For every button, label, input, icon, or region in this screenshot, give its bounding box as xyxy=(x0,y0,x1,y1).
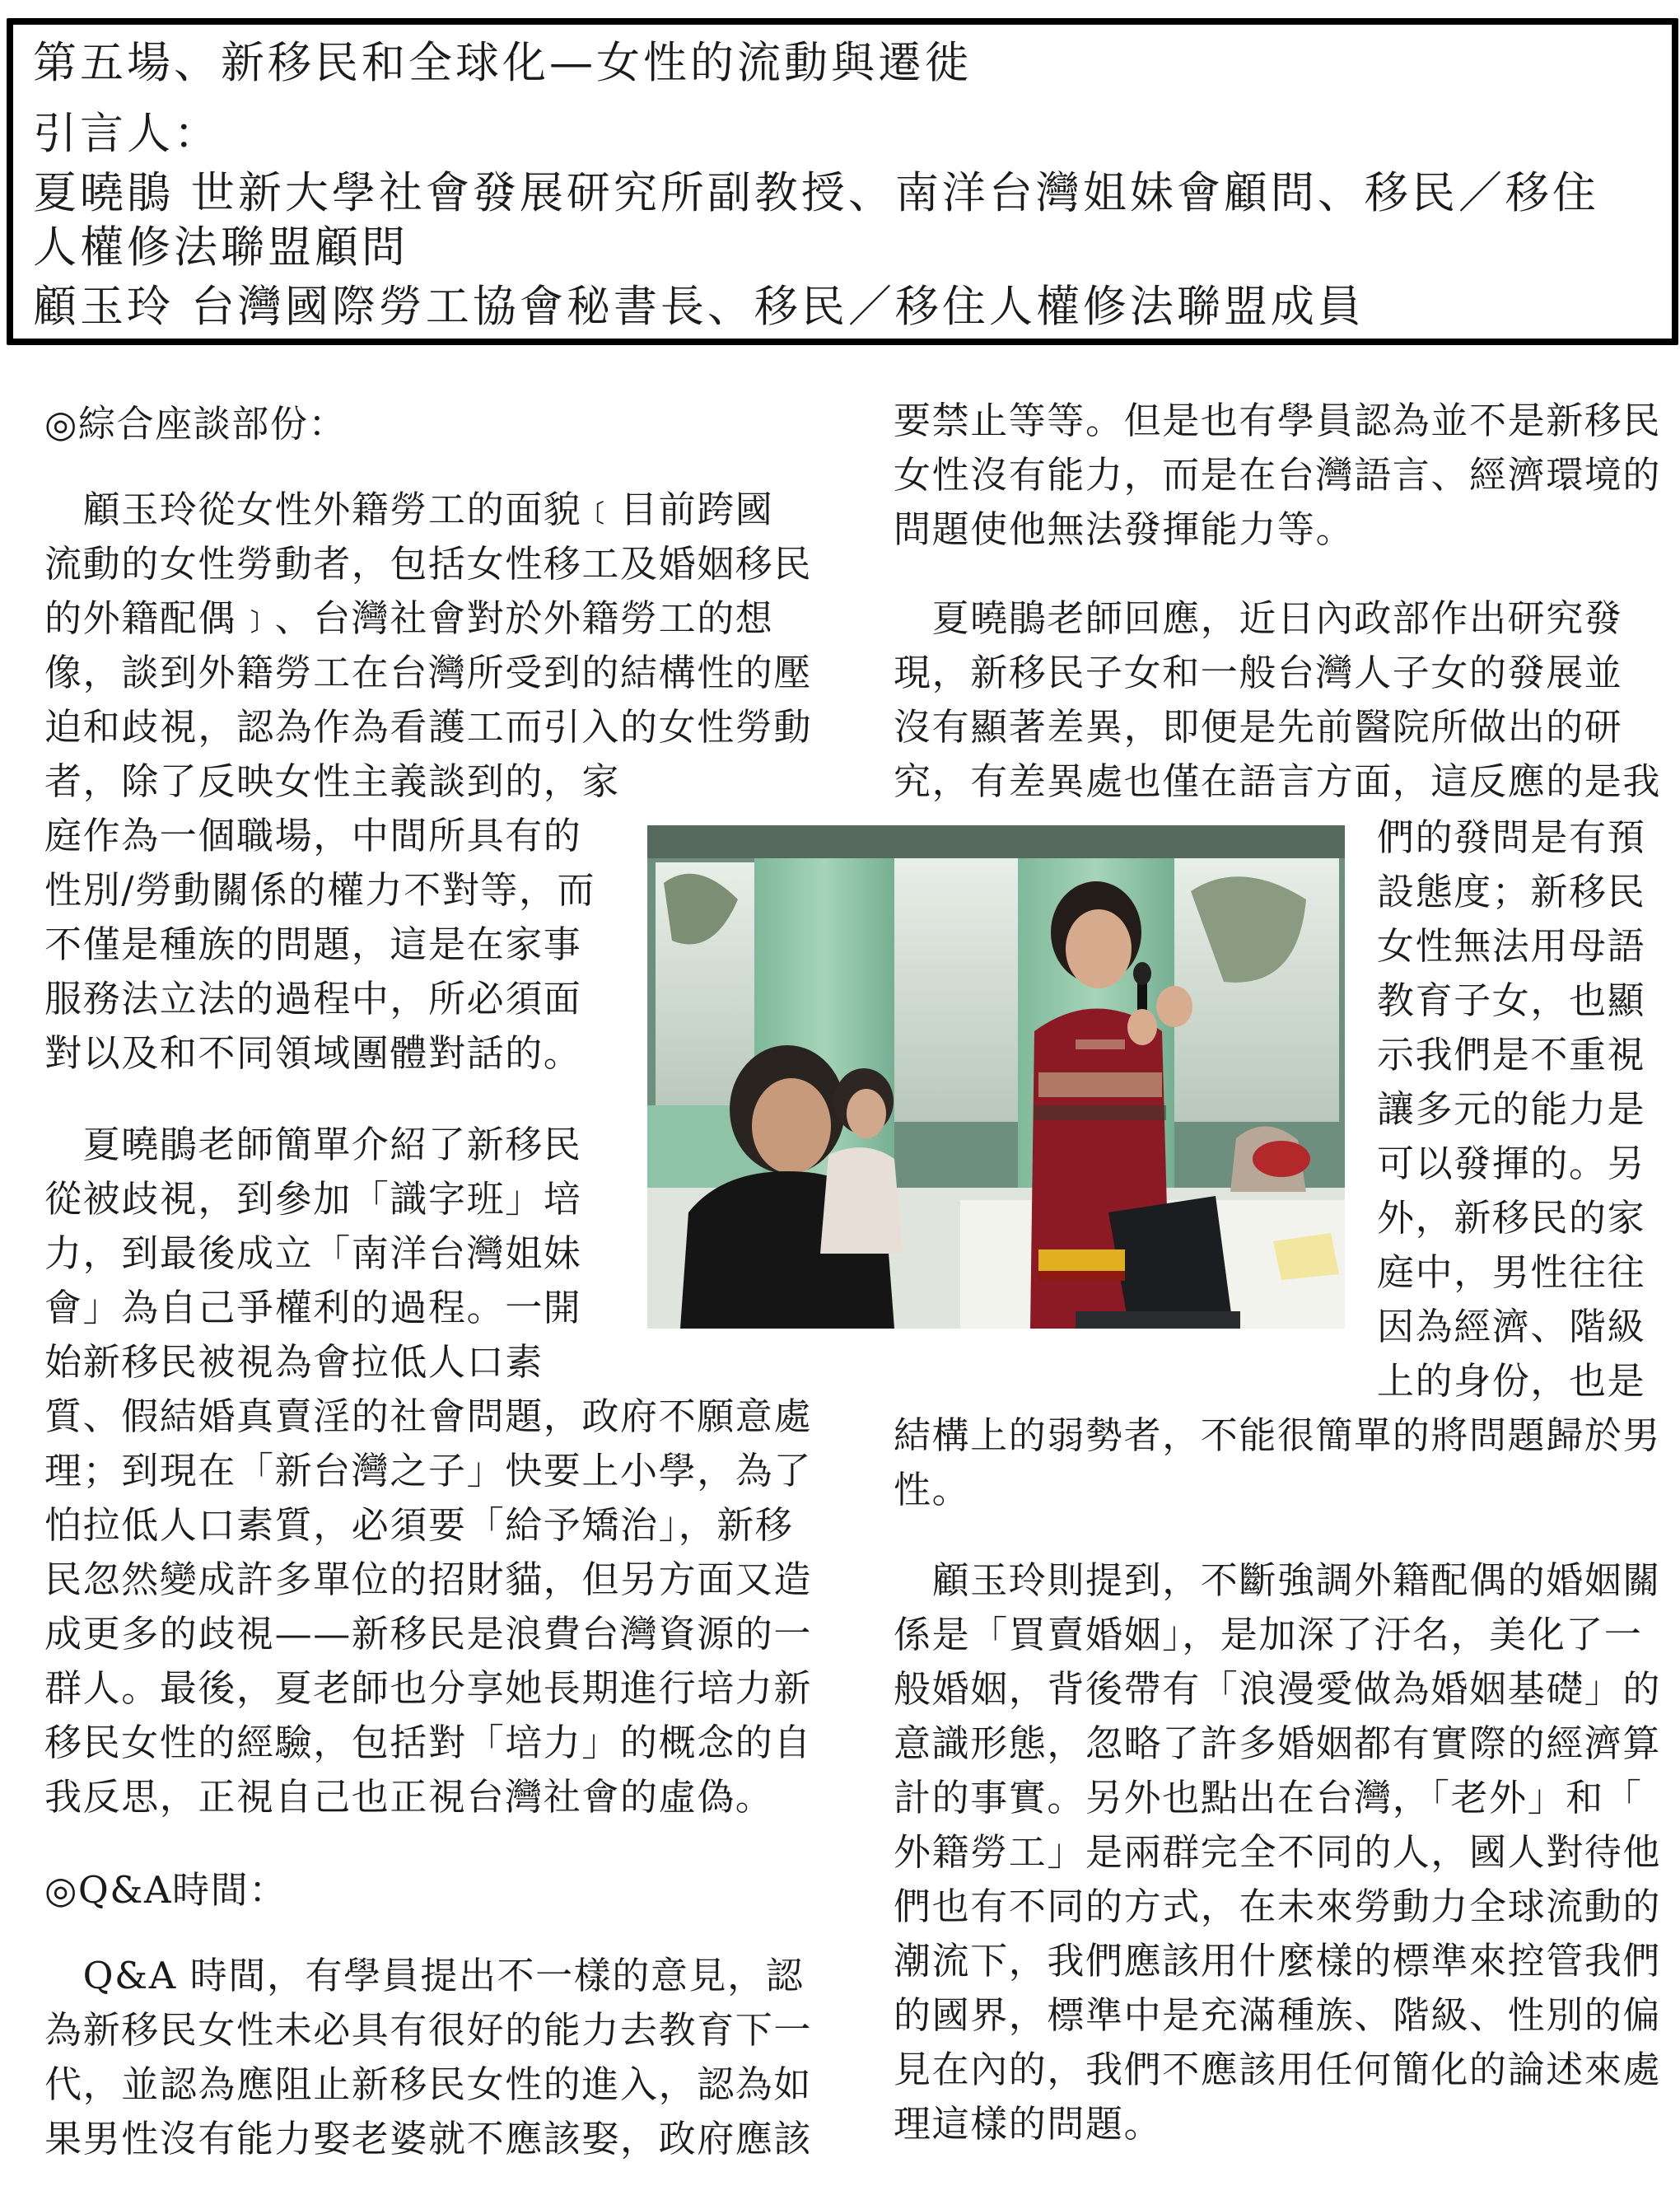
text-line: 果男性沒有能力娶老婆就不應該娶，政府應該 xyxy=(44,2117,813,2160)
text-line: 外，新移民的家 xyxy=(1377,1196,1646,1240)
text-line: 讓多元的能力是 xyxy=(1377,1087,1646,1131)
text-line: 夏曉鵑老師簡單介紹了新移民 xyxy=(44,1123,582,1166)
text-line: 外籍勞工」是兩群完全不同的人，國人對待他 xyxy=(894,1830,1662,1874)
speaker-1-line-2: 人權修法聯盟顧問 xyxy=(33,222,408,273)
text-line: 示我們是不重視 xyxy=(1377,1033,1646,1077)
text-line: 女性無法用母語 xyxy=(1377,924,1646,968)
text-line: 理這樣的問題。 xyxy=(894,2102,1163,2146)
text-line: 迫和歧視，認為作為看護工而引入的女性勞動 xyxy=(44,705,813,749)
text-line: 女性沒有能力，而是在台灣語言、經濟環境的 xyxy=(894,453,1662,497)
text-line: 會」為自己爭權利的過程。一開 xyxy=(44,1286,582,1329)
text-line: 們的發問是有預 xyxy=(1377,815,1646,859)
text-line: 性。 xyxy=(894,1468,971,1511)
text-line: 流動的女性勞動者，包括女性移工及婚姻移民 xyxy=(44,542,813,586)
speakers-label: 引言人： xyxy=(33,109,221,159)
text-line: 移民女性的經驗，包括對「培力」的概念的自 xyxy=(44,1721,813,1764)
text-line: 我反思，正視自己也正視台灣社會的虛偽。 xyxy=(44,1775,774,1819)
speaker-2: 顧玉玲 台灣國際勞工協會秘書長、移民／移住人權修法聯盟成員 xyxy=(33,282,1365,332)
text-line: 要禁止等等。但是也有學員認為並不是新移民 xyxy=(894,399,1662,442)
text-line: 們也有不同的方式，在未來勞動力全球流動的 xyxy=(894,1885,1662,1928)
text-line: 顧玉玲從女性外籍勞工的面貌﹝目前跨國 xyxy=(44,488,774,531)
session-title: 第五場、新移民和全球化—女性的流動與遷徙 xyxy=(33,38,972,88)
text-line: 從被歧視，到參加「識字班」培 xyxy=(44,1177,582,1221)
text-line: 沒有顯著差異，即便是先前醫院所做出的研 xyxy=(894,705,1623,749)
text-line: 性別/勞動關係的權力不對等，而 xyxy=(44,868,596,912)
text-line: 設態度；新移民 xyxy=(1377,870,1646,913)
text-line: 的外籍配偶﹞、台灣社會對於外籍勞工的想 xyxy=(44,596,774,640)
text-line: 現，新移民子女和一般台灣人子女的發展並 xyxy=(894,651,1623,694)
text-line: 像，談到外籍勞工在台灣所受到的結構性的壓 xyxy=(44,651,813,694)
text-line: 民忽然變成許多單位的招財貓，但另方面又造 xyxy=(44,1558,813,1601)
text-line: 理；到現在「新台灣之子」快要上小學，為了 xyxy=(44,1449,813,1492)
text-line: 庭作為一個職場，中間所具有的 xyxy=(44,814,582,857)
text-line: 始新移民被視為會拉低人口素 xyxy=(44,1340,544,1384)
text-line: 見在內的，我們不應該用任何簡化的論述來處 xyxy=(894,2048,1662,2091)
text-line: 問題使他無法發揮能力等。 xyxy=(894,507,1355,551)
section-heading-discussion: ◎綜合座談部份： xyxy=(44,402,348,446)
section-heading-qa: ◎Q&A時間： xyxy=(44,1868,287,1912)
text-line: 顧玉玲則提到，不斷強調外籍配偶的婚姻關 xyxy=(894,1558,1662,1602)
text-line: 潮流下，我們應該用什麼樣的標準來控管我們 xyxy=(894,1939,1662,1983)
text-line: 係是「買賣婚姻」，是加深了汙名，美化了一 xyxy=(894,1613,1643,1656)
text-line: 成更多的歧視——新移民是浪費台灣資源的一 xyxy=(44,1612,813,1656)
text-line: 者，除了反映女性主義談到的，家 xyxy=(44,759,621,803)
text-line: 的國界，標準中是充滿種族、階級、性別的偏 xyxy=(894,1993,1662,2037)
text-line: 為新移民女性未必具有很好的能力去教育下一 xyxy=(44,2008,813,2052)
text-line: 般婚姻，背後帶有「浪漫愛做為婚姻基礎」的 xyxy=(894,1667,1662,1711)
text-line: Q&A 時間，有學員提出不一樣的意見，認 xyxy=(44,1954,805,1997)
text-line: 質、假結婚真賣淫的社會問題，政府不願意處 xyxy=(44,1394,813,1438)
text-line: 教育子女，也顯 xyxy=(1377,979,1646,1022)
text-line: 服務法立法的過程中，所必須面 xyxy=(44,977,582,1021)
text-line: 力，到最後成立「南洋台灣姐妹 xyxy=(44,1231,582,1275)
text-line: 意識形態，忽略了許多婚姻都有實際的經濟算 xyxy=(894,1721,1662,1765)
text-line: 究，有差異處也僅在語言方面，這反應的是我 xyxy=(894,759,1662,803)
text-line: 可以發揮的。另 xyxy=(1377,1142,1646,1185)
text-line: 庭中，男性往往 xyxy=(1377,1250,1646,1294)
speaker-1-line-1: 夏曉鵑 世新大學社會發展研究所副教授、南洋台灣姐妹會顧問、移民／移住 xyxy=(33,168,1599,218)
text-line: 對以及和不同領域團體對話的。 xyxy=(44,1031,582,1075)
text-line: 代，並認為應阻止新移民女性的進入，認為如 xyxy=(44,2062,813,2106)
text-line: 上的身份，也是 xyxy=(1377,1359,1646,1403)
text-line: 不僅是種族的問題，這是在家事 xyxy=(44,923,582,966)
text-line: 群人。最後，夏老師也分享她長期進行培力新 xyxy=(44,1666,813,1710)
text-line: 結構上的弱勢者，不能很簡單的將問題歸於男 xyxy=(894,1413,1662,1457)
text-line: 計的事實。另外也點出在台灣，「老外」和「 xyxy=(894,1776,1643,1819)
text-line: 夏曉鵑老師回應，近日內政部作出研究發 xyxy=(894,596,1623,640)
text-line: 怕拉低人口素質，必須要「給予矯治」，新移 xyxy=(44,1503,794,1547)
session-photo xyxy=(647,825,1345,1329)
text-line: 因為經濟、階級 xyxy=(1377,1305,1646,1348)
